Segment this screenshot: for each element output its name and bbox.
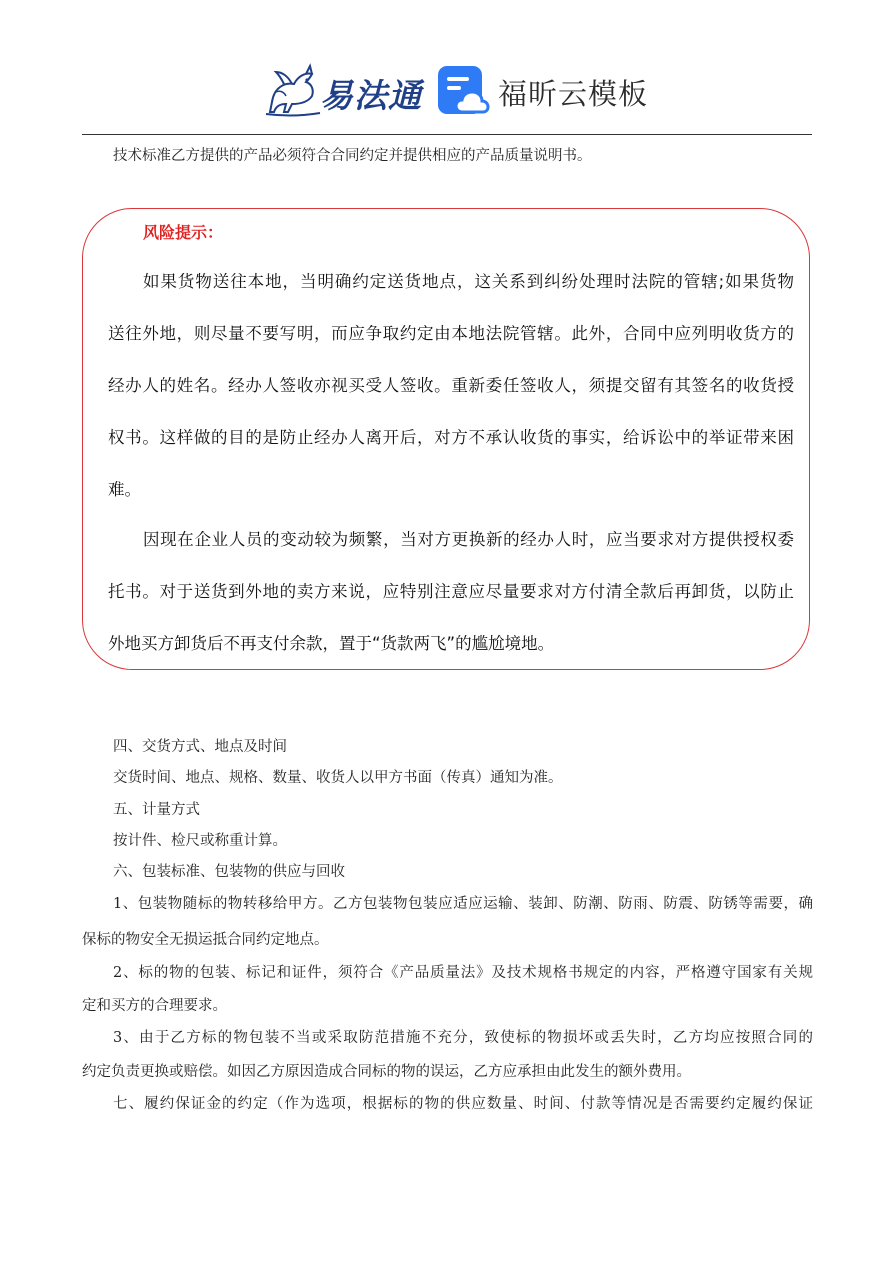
risk-line-7: 托书。对于送货到外地的卖方来说，应特别注意应尽量要求对方付清全款后再卸货，以防止 bbox=[108, 582, 794, 601]
fuxin-logo bbox=[436, 64, 656, 120]
risk-line-3: 经办人的姓名。经办人签收亦视买受人签收。重新委任签收人，须提交留有其签名的收货授 bbox=[108, 376, 794, 395]
intro-line: 技术标准乙方提供的产品必须符合合同约定并提供相应的产品质量说明书。 bbox=[113, 148, 592, 164]
section-6-title: 六、包装标准、包装物的供应与回收 bbox=[113, 864, 345, 880]
page-header bbox=[0, 0, 893, 136]
fuxin-logo-text: 福昕云模板 bbox=[498, 77, 649, 111]
risk-warning-title: 风险提示： bbox=[143, 223, 224, 242]
qilin-mascot-icon bbox=[262, 58, 324, 120]
risk-line-2: 送往外地，则尽量不要写明，而应争取约定由本地法院管辖。此外，合同中应列明收货方的 bbox=[108, 324, 794, 343]
paragraph-3-line-2: 约定负责更换或赔偿。如因乙方原因造成合同标的物的误运，乙方应承担由此发生的额外费用。 bbox=[82, 1064, 691, 1080]
paragraph-3-line-1: 3、由于乙方标的物包装不当或采取防范措施不充分，致使标的物损坏或丢失时，乙方均应按照合同的 bbox=[113, 1030, 813, 1046]
yifatong-logo-text: 易法通 bbox=[320, 76, 422, 115]
risk-line-4: 权书。这样做的目的是防止经办人离开后，对方不承认收货的事实，给诉讼中的举证带来困 bbox=[108, 428, 794, 447]
paragraph-2-line-1: 2、标的物的包装、标记和证件，须符合《产品质量法》及技术规格书规定的内容，严格遵守国家有关规 bbox=[113, 965, 813, 981]
cloud-document-icon bbox=[436, 64, 490, 118]
section-5-text: 按计件、检尺或称重计算。 bbox=[113, 833, 287, 849]
paragraph-1-line-1: 1、包装物随标的物转移给甲方。乙方包装物包装应适应运输、装卸、防潮、防雨、防震、防锈等需要，确 bbox=[113, 896, 813, 912]
risk-line-5: 难。 bbox=[108, 480, 141, 499]
section-4-text: 交货时间、地点、规格、数量、收货人以甲方书面（传真）通知为准。 bbox=[113, 770, 563, 786]
section-4-title: 四、交货方式、地点及时间 bbox=[113, 739, 287, 755]
risk-line-8: 外地买方卸货后不再支付余款，置于“货款两飞”的尴尬境地。 bbox=[108, 634, 555, 653]
section-7-line-1: 七、履约保证金的约定（作为选项，根据标的物的供应数量、时间、付款等情况是否需要约定履约保证 bbox=[113, 1096, 813, 1112]
yifatong-logo bbox=[262, 58, 422, 120]
paragraph-2-line-2: 定和买方的合理要求。 bbox=[82, 998, 227, 1014]
paragraph-1-line-2: 保标的物安全无损运抵合同约定地点。 bbox=[82, 932, 329, 948]
risk-line-1: 如果货物送往本地，当明确约定送货地点，这关系到纠纷处理时法院的管辖;如果货物 bbox=[143, 272, 794, 291]
risk-line-6: 因现在企业人员的变动较为频繁，当对方更换新的经办人时，应当要求对方提供授权委 bbox=[143, 530, 794, 549]
header-divider bbox=[82, 134, 812, 135]
section-5-title: 五、计量方式 bbox=[113, 802, 200, 818]
